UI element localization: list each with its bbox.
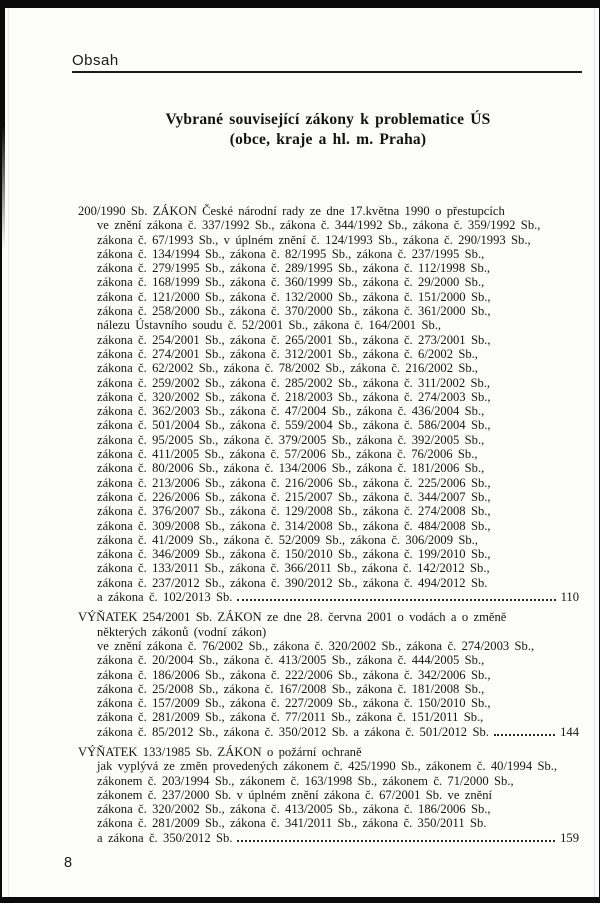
toc-line: jak vyplývá ze změn provedených zákonem č. 425/1990 Sb., zákonem č. 40/1994 Sb., (97, 759, 558, 774)
toc-line: zákona č. 213/2006 Sb., zákona č. 216/2006 Sb., zákona č. 225/2006 Sb., (97, 475, 491, 490)
toc-line: zákonem č. 203/1994 Sb., zákonem č. 163/1998 Sb., zákonem č. 71/2000 Sb., (97, 773, 514, 788)
toc-line: ve znění zákona č. 337/1992 Sb., zákona č. 344/1992 Sb., zákona č. 359/1992 Sb., (97, 218, 541, 233)
toc-line: ve znění zákona č. 76/2002 Sb., zákona č. 320/2002 Sb., zákona č. 274/2003 Sb., (97, 638, 535, 653)
toc-line: zákona č. 67/1993 Sb., v úplném znění č. 124/1993 Sb., zákona č. 290/1993 Sb., (97, 232, 531, 247)
scan-artifact-left-edge (0, 0, 5, 250)
toc-line: zákona č. 41/2009 Sb., zákona č. 52/2009 Sb., zákona č. 306/2009 Sb., (97, 532, 478, 547)
page-ref: 110 (560, 590, 579, 605)
toc-line: zákona č. 376/2007 Sb., zákona č. 129/2008 Sb., zákona č. 274/2008 Sb., (97, 504, 491, 519)
toc-line: zákona č. 501/2004 Sb., zákona č. 559/2004 Sb., zákona č. 586/2004 Sb., (97, 418, 491, 433)
toc-line: zákona č. 85/2012 Sb., zákona č. 350/2012 Sb. a zákona č. 501/2012 Sb. (97, 724, 489, 739)
dot-leader (494, 734, 555, 736)
toc-line: zákona č. 254/2001 Sb., zákona č. 265/2001 Sb., zákona č. 273/2001 Sb., (97, 332, 491, 347)
dot-leader (237, 840, 555, 842)
toc-line: 200/1990 Sb. ZÁKON České národní rady ze dne 17.května 1990 o přestupcích (78, 204, 505, 218)
toc-line: zákona č. 186/2006 Sb., zákona č. 222/2006 Sb., zákona č. 342/2006 Sb., (97, 667, 491, 682)
toc-line: VÝŇATEK 133/1985 Sb. ZÁKON o požární ochraně (78, 744, 362, 759)
toc-line: zákona č. 133/2011 Sb., zákona č. 366/2011 Sb., zákona č. 142/2012 Sb., (97, 561, 490, 576)
toc-line: zákona č. 62/2002 Sb., zákona č. 78/2002 Sb., zákona č. 216/2002 Sb., (97, 361, 478, 376)
scan-artifact-right-line (594, 8, 595, 897)
scan-artifact-left-line (8, 8, 9, 897)
toc-line: zákona č. 157/2009 Sb., zákona č. 227/2009 Sb., zákona č. 150/2010 Sb., (97, 696, 491, 711)
toc-line: zákona č. 226/2006 Sb., zákona č. 215/2007 Sb., zákona č. 344/2007 Sb., (97, 489, 491, 504)
toc-line: zákona č. 346/2009 Sb., zákona č. 150/2010 Sb., zákona č. 199/2010 Sb., (97, 547, 491, 562)
toc-line: zákona č. 258/2000 Sb., zákona č. 370/2000 Sb., zákona č. 361/2000 Sb., (97, 304, 491, 319)
toc-entry (78, 204, 579, 604)
toc-line: zákona č. 95/2005 Sb., zákona č. 379/2005 Sb., zákona č. 392/2005 Sb., (97, 432, 485, 447)
toc-line: zákonem č. 237/2000 Sb. v úplném znění zákona č. 67/2001 Sb. ve znění (97, 787, 493, 802)
toc-line: a zákona č. 350/2012 Sb. (97, 830, 233, 845)
toc-last-line (78, 831, 579, 845)
toc-line: zákona č. 281/2009 Sb., zákona č. 341/2011 Sb., zákona č. 350/2011 Sb. (97, 816, 487, 831)
toc-last-line (78, 590, 579, 604)
page-ref: 159 (560, 830, 579, 845)
page-ref: 144 (560, 724, 579, 739)
toc-line: zákona č. 25/2008 Sb., zákona č. 167/2008 Sb., zákona č. 181/2008 Sb., (97, 681, 485, 696)
toc-line: zákona č. 309/2008 Sb., zákona č. 314/2008 Sb., zákona č. 484/2008 Sb., (97, 518, 491, 533)
toc-line: zákona č. 168/1999 Sb., zákona č. 360/1999 Sb., zákona č. 29/2000 Sb., (97, 275, 485, 290)
toc-line: zákona č. 20/2004 Sb., zákona č. 413/2005 Sb., zákona č. 444/2005 Sb., (97, 653, 485, 668)
toc-line: zákona č. 237/2012 Sb., zákona č. 390/2012 Sb., zákona č. 494/2012 Sb. (97, 575, 488, 590)
dot-leader (237, 599, 555, 601)
running-head: Obsah (72, 52, 119, 69)
toc-line: zákona č. 320/2002 Sb., zákona č. 413/2005 Sb., zákona č. 186/2006 Sb., (97, 802, 491, 817)
toc-line: a zákona č. 102/2013 Sb. (97, 590, 233, 605)
toc-line: zákona č. 80/2006 Sb., zákona č. 134/2006 Sb., zákona č. 181/2006 Sb., (97, 461, 485, 476)
toc-line: zákona č. 121/2000 Sb., zákona č. 132/2000 Sb., zákona č. 151/2000 Sb., (97, 289, 491, 304)
toc-entry (78, 745, 579, 845)
toc-line: zákona č. 320/2002 Sb., zákona č. 218/2003 Sb., zákona č. 274/2003 Sb., (97, 389, 491, 404)
chapter-title-line1: Vybrané související zákony k problematice ÚS (165, 111, 491, 128)
chapter-title (78, 110, 578, 150)
page-number: 8 (64, 855, 73, 871)
toc-line: zákona č. 281/2009 Sb., zákona č. 77/2011 Sb., zákona č. 151/2011 Sb., (97, 710, 484, 725)
toc-line: nálezu Ústavního soudu č. 52/2001 Sb., zákona č. 164/2001 Sb., (97, 318, 442, 333)
chapter-title-line2: (obce, kraje a hl. m. Praha) (229, 131, 427, 148)
toc-entry (78, 610, 579, 739)
toc-line: zákona č. 259/2002 Sb., zákona č. 285/2002 Sb., zákona č. 311/2002 Sb., (97, 375, 491, 390)
page-surface (2, 8, 599, 897)
toc-line: zákona č. 134/1994 Sb., zákona č. 82/1995 Sb., zákona č. 237/1995 Sb., (97, 246, 485, 261)
toc-line: zákona č. 279/1995 Sb., zákona č. 289/1995 Sb., zákona č. 112/1998 Sb., (97, 261, 491, 276)
toc-line: některých zákonů (vodní zákon) (97, 624, 267, 639)
toc-line: zákona č. 274/2001 Sb., zákona č. 312/2001 Sb., zákona č. 6/2002 Sb., (97, 346, 478, 361)
header-rule (72, 71, 582, 73)
toc-entries (78, 204, 579, 845)
toc-line: VÝŇATEK 254/2001 Sb. ZÁKON ze dne 28. června 2001 o vodách a o změně (78, 610, 507, 625)
toc-line: zákona č. 362/2003 Sb., zákona č. 47/2004 Sb., zákona č. 436/2004 Sb., (97, 404, 485, 419)
toc-line: zákona č. 411/2005 Sb., zákona č. 57/2006 Sb., zákona č. 76/2006 Sb., (97, 447, 478, 462)
toc-last-line (78, 725, 579, 739)
